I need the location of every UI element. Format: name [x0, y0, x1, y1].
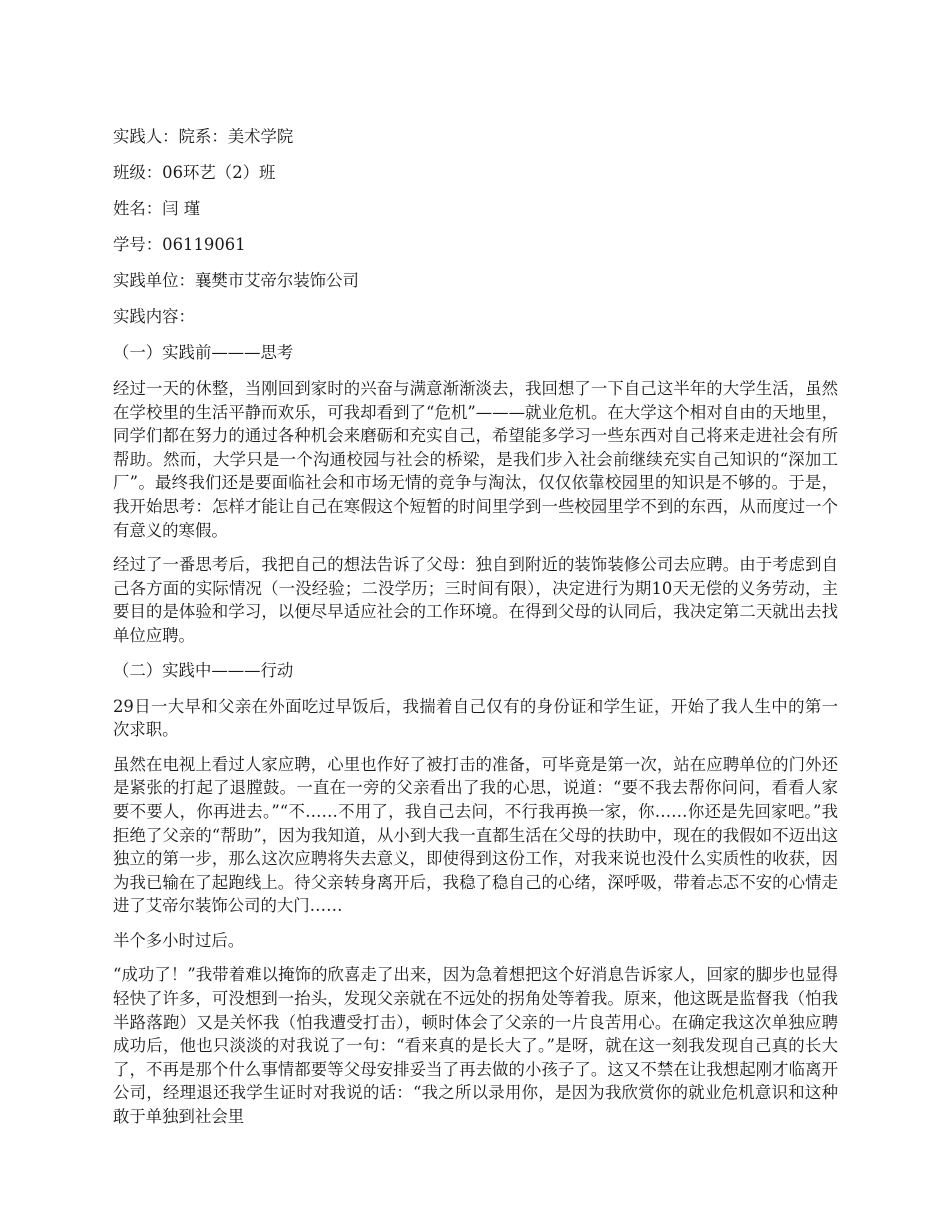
paragraph: 经过了一番思考后，我把自己的想法告诉了父母：独自到附近的装饰装修公司去应聘。由于考虑到自己各方面的实际情况（一没经验；二没学历；三时间有限），决定进行为期10天无偿的义务劳动，主要目的是体验和学习，以便尽早适应社会的工作环境。在得到父母的认同后，我决定第二天就出去找单位应聘。 — [113, 555, 838, 645]
paragraph: 经过一天的休整，当刚回到家时的兴奋与满意渐渐淡去，我回想了一下自己这半年的大学生活，虽然在学校里的生活平静而欢乐，可我却看到了“危机”———就业危机。在大学这个相对自由的天地里，同学们都在努力的通过各种机会来磨砺和充实自己，希望能多学习一些东西对自己将来走进社会有所帮助。然而，大学只是一个沟通校园与社会的桥梁，是我们步入社会前继续充实自己知识的“深加工厂”。最终我们还是要面临社会和市场无情的竞争与淘汰，仅仅依靠校园里的知识是不够的。于是，我开始思考：怎样才能让自己在寒假这个短暂的时间里学到一些校园里学不到的东西，从而度过一个有意义的寒假。 — [113, 379, 838, 540]
paragraph: 29日一大早和父亲在外面吃过早饭后，我揣着自己仅有的身份证和学生证，开始了我人生中的第一次求职。 — [113, 696, 838, 740]
paragraph: 半个多小时过后。 — [113, 930, 245, 950]
class-line: 班级：06环艺（2）班 — [113, 163, 276, 182]
name-line: 姓名：闫 瑾 — [113, 199, 201, 218]
practice-content-label: 实践内容： — [113, 307, 195, 326]
paragraph: 虽然在电视上看过人家应聘，心里也作好了被打击的准备，可毕竟是第一次，站在应聘单位的门外还是紧张的打起了退膛鼓。一直在一旁的父亲看出了我的心思，说道：“要不我去帮你问问，看看人家要不要人，你再进去。”“不……不用了，我自己去问，不行我再换一家，你……你还是先回家吧。”我拒绝了父亲的“帮助”，因为我知道，从小到大我一直都生活在父母的扶助中，现在的我假如不迈出这独立的第一步，那么这次应聘将失去意义，即使得到这份工作，对我来说也没什么实质性的收获，因为我已输在了起跑线上。待父亲转身离开后，我稳了稳自己的心绪，深呼吸，带着忐忑不安的心情走进了艾帝尔装饰公司的大门…… — [113, 754, 838, 916]
practitioner-line: 实践人：院系：美术学院 — [113, 127, 294, 146]
practice-unit-line: 实践单位：襄樊市艾帝尔装饰公司 — [113, 271, 359, 290]
section-heading-before: （一）实践前———思考 — [113, 343, 294, 362]
paragraph: “成功了！”我带着难以掩饰的欣喜走了出来，因为急着想把这个好消息告诉家人，回家的脚步也显得轻快了许多，可没想到一抬头，发现父亲就在不远处的拐角处等着我。原来，他这既是监督我（怕我半路落跑）又是关怀我（怕我遭受打击），顿时体会了父亲的一片良苦用心。在确定我这次单独应聘成功后，他也只淡淡的对我说了一句：“看来真的是长大了。”是呀，就在这一刻我发现自己真的长大了，不再是那个什么事情都要等父母安排妥当了再去做的小孩子了。这又不禁在让我想起刚才临离开公司，经理退还我学生证时对我说的话：“我之所以录用你，是因为我欣赏你的就业危机意识和这种敢于单独到社会里 — [113, 965, 838, 1127]
section-heading-during: （二）实践中———行动 — [113, 660, 294, 680]
student-id-line: 学号：06119061 — [113, 235, 246, 254]
